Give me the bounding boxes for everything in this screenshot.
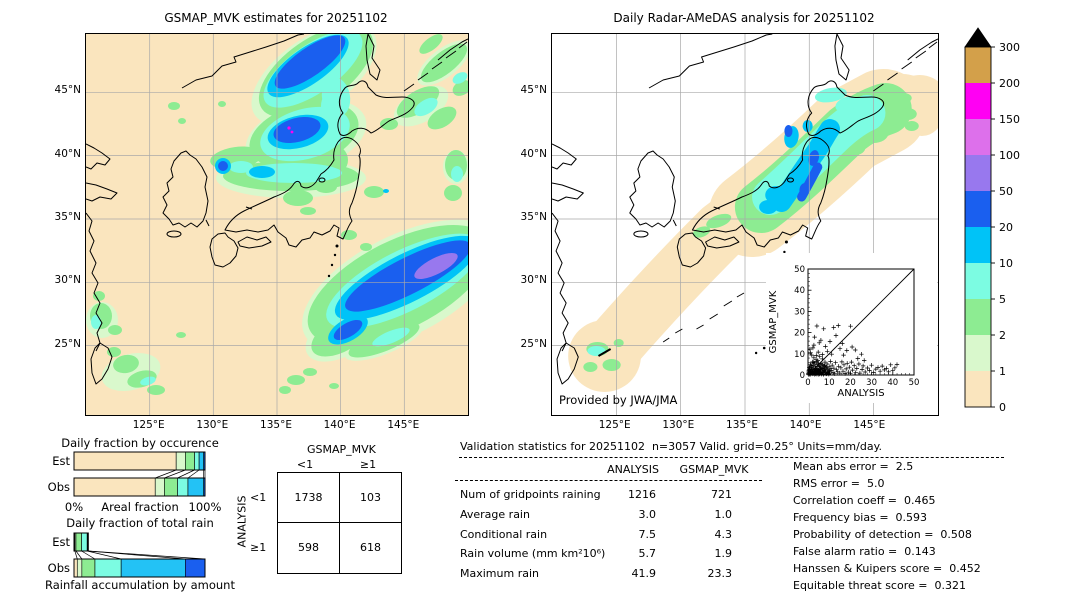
metric-line: False alarm ratio = 0.143 [793, 545, 936, 558]
right-lat-tick: 35°N [520, 211, 547, 223]
occurrence-est-label: Est [52, 454, 70, 468]
contingency-row-label-ge1: ≥1 [250, 541, 267, 554]
metric-line: Hanssen & Kuipers score = 0.452 [793, 562, 981, 575]
colorbar-tick-label: 2 [999, 329, 1006, 342]
stats-title-rule [459, 457, 1004, 458]
left-lon-tick: 140°E [323, 419, 356, 431]
colorbar-tick-label: 100 [999, 149, 1020, 162]
right-lon-tick: 140°E [789, 419, 822, 431]
left-lon-tick: 145°E [387, 419, 420, 431]
colorbar-tick-label: 50 [999, 185, 1013, 198]
credit-text: Provided by JWA/JMA [559, 393, 678, 407]
totalrain-chart-title: Daily fraction of total rain [66, 516, 214, 530]
stats-row-label: Conditional rain [460, 528, 548, 541]
metric-line: RMS error = 5.0 [793, 477, 885, 490]
stats-gsmap-value: 4.3 [714, 528, 732, 541]
inset-x-tick: 50 [908, 378, 920, 388]
right-lat-tick: 30°N [520, 274, 547, 286]
fraction-charts [0, 430, 250, 612]
inset-x-tick: 20 [844, 378, 856, 388]
inset-y-tick: 0 [799, 371, 805, 381]
contingency-col-title: GSMAP_MVK [307, 443, 376, 456]
inset-x-tick: 40 [887, 378, 899, 388]
inset-x-tick: 30 [866, 378, 878, 388]
occurrence-x100-label: 100% [188, 500, 222, 514]
totalrain-est-label: Est [52, 535, 70, 549]
colorbar-tick-label: 0 [999, 401, 1006, 414]
totalrain-caption: Rainfall accumulation by amount [45, 578, 235, 592]
right-map-title: Daily Radar-AMeDAS analysis for 20251102 [613, 11, 875, 25]
left-map-title: GSMAP_MVK estimates for 20251102 [164, 11, 388, 25]
metric-line: Correlation coeff = 0.465 [793, 494, 936, 507]
right-lon-tick: 130°E [662, 419, 695, 431]
contingency-row-label-lt1: <1 [250, 491, 267, 504]
inset-y-tick: 30 [794, 307, 805, 318]
stats-row-label: Average rain [460, 508, 530, 521]
left-lon-tick: 130°E [196, 419, 229, 431]
stats-col-analysis: ANALYSIS [607, 463, 659, 476]
stats-analysis-value: 3.0 [638, 508, 656, 521]
inset-x-tick: 10 [823, 378, 835, 388]
inset-y-tick: 40 [794, 286, 805, 297]
stats-analysis-value: 7.5 [638, 528, 656, 541]
left-lat-tick: 30°N [54, 274, 81, 286]
stats-analysis-value: 41.9 [631, 567, 656, 580]
colorbar-tick-label: 150 [999, 113, 1020, 126]
totalrain-bars [74, 533, 205, 577]
left-map [85, 33, 469, 416]
contingency-col-label-ge1: ≥1 [359, 458, 377, 471]
stats-analysis-value: 1216 [628, 488, 656, 501]
stats-analysis-value: 5.7 [638, 547, 656, 560]
inset-y-tick: 50 [794, 265, 805, 275]
inset-y-tick: 20 [794, 328, 805, 339]
inset-x-tick: 0 [805, 378, 811, 388]
inset-xlabel: ANALYSIS [837, 388, 885, 399]
right-lon-tick: 135°E [726, 419, 758, 431]
right-lat-tick: 40°N [520, 148, 547, 160]
contingency-row-title: ANALYSIS [235, 495, 249, 548]
metric-line: Equitable threat score = 0.321 [793, 579, 966, 592]
stats-gsmap-value: 1.9 [714, 547, 732, 560]
stats-gsmap-value: 1.0 [714, 508, 732, 521]
occurrence-chart-title: Daily fraction by occurence [61, 436, 219, 450]
occurrence-xlabel: Areal fraction [101, 500, 179, 514]
left-lon-tick: 125°E [132, 419, 165, 431]
totalrain-obs-label: Obs [47, 561, 70, 575]
metric-line: Probability of detection = 0.508 [793, 528, 972, 541]
right-lon-tick: 145°E [853, 419, 886, 431]
stats-row-label: Maximum rain [460, 567, 539, 580]
occurrence-obs-label: Obs [47, 480, 70, 494]
stats-row-label: Rain volume (mm km²10⁶) [460, 547, 606, 560]
stats-gsmap-value: 721 [711, 488, 732, 501]
left-lat-tick: 25°N [54, 338, 81, 350]
colorbar-tick-label: 300 [999, 41, 1020, 54]
occurrence-bars [74, 452, 205, 496]
colorbar [955, 25, 1075, 425]
left-lat-tick: 40°N [54, 148, 81, 160]
colorbar-tick-label: 10 [999, 257, 1013, 270]
colorbar-tick-label: 20 [999, 221, 1013, 234]
right-lat-tick: 45°N [520, 84, 547, 96]
scatter-inset [766, 253, 937, 403]
colorbar-tick-label: 5 [999, 293, 1006, 306]
stats-title: Validation statistics for 20251102 n=3057 Valid. grid=0.25° Units=mm/day. [460, 440, 883, 453]
contingency-col-label-lt1: <1 [296, 458, 314, 471]
right-lon-tick: 125°E [598, 419, 631, 431]
contingency-value-01: 103 [360, 491, 381, 504]
metric-line: Frequency bias = 0.593 [793, 511, 928, 524]
right-lat-tick: 25°N [520, 338, 547, 350]
inset-y-tick: 10 [794, 349, 805, 360]
stats-col-gsmap: GSMAP_MVK [679, 463, 749, 476]
colorbar-tick-label: 1 [999, 365, 1006, 378]
contingency-value-10: 598 [298, 541, 319, 554]
contingency-box [277, 472, 402, 574]
colorbar-tick-label: 200 [999, 77, 1020, 90]
stats-header-rule [455, 480, 762, 481]
left-lat-tick: 45°N [54, 84, 81, 96]
metric-line: Mean abs error = 2.5 [793, 460, 914, 473]
contingency-value-00: 1738 [294, 491, 323, 504]
left-lon-tick: 135°E [260, 419, 292, 431]
inset-ylabel: GSMAP_MVK [768, 290, 779, 354]
occurrence-x0-label: 0% [64, 500, 84, 514]
left-lat-tick: 35°N [54, 211, 81, 223]
stats-row-label: Num of gridpoints raining [460, 488, 601, 501]
contingency-value-11: 618 [360, 541, 381, 554]
stats-gsmap-value: 23.3 [707, 567, 732, 580]
left-map-canvas [86, 34, 468, 415]
